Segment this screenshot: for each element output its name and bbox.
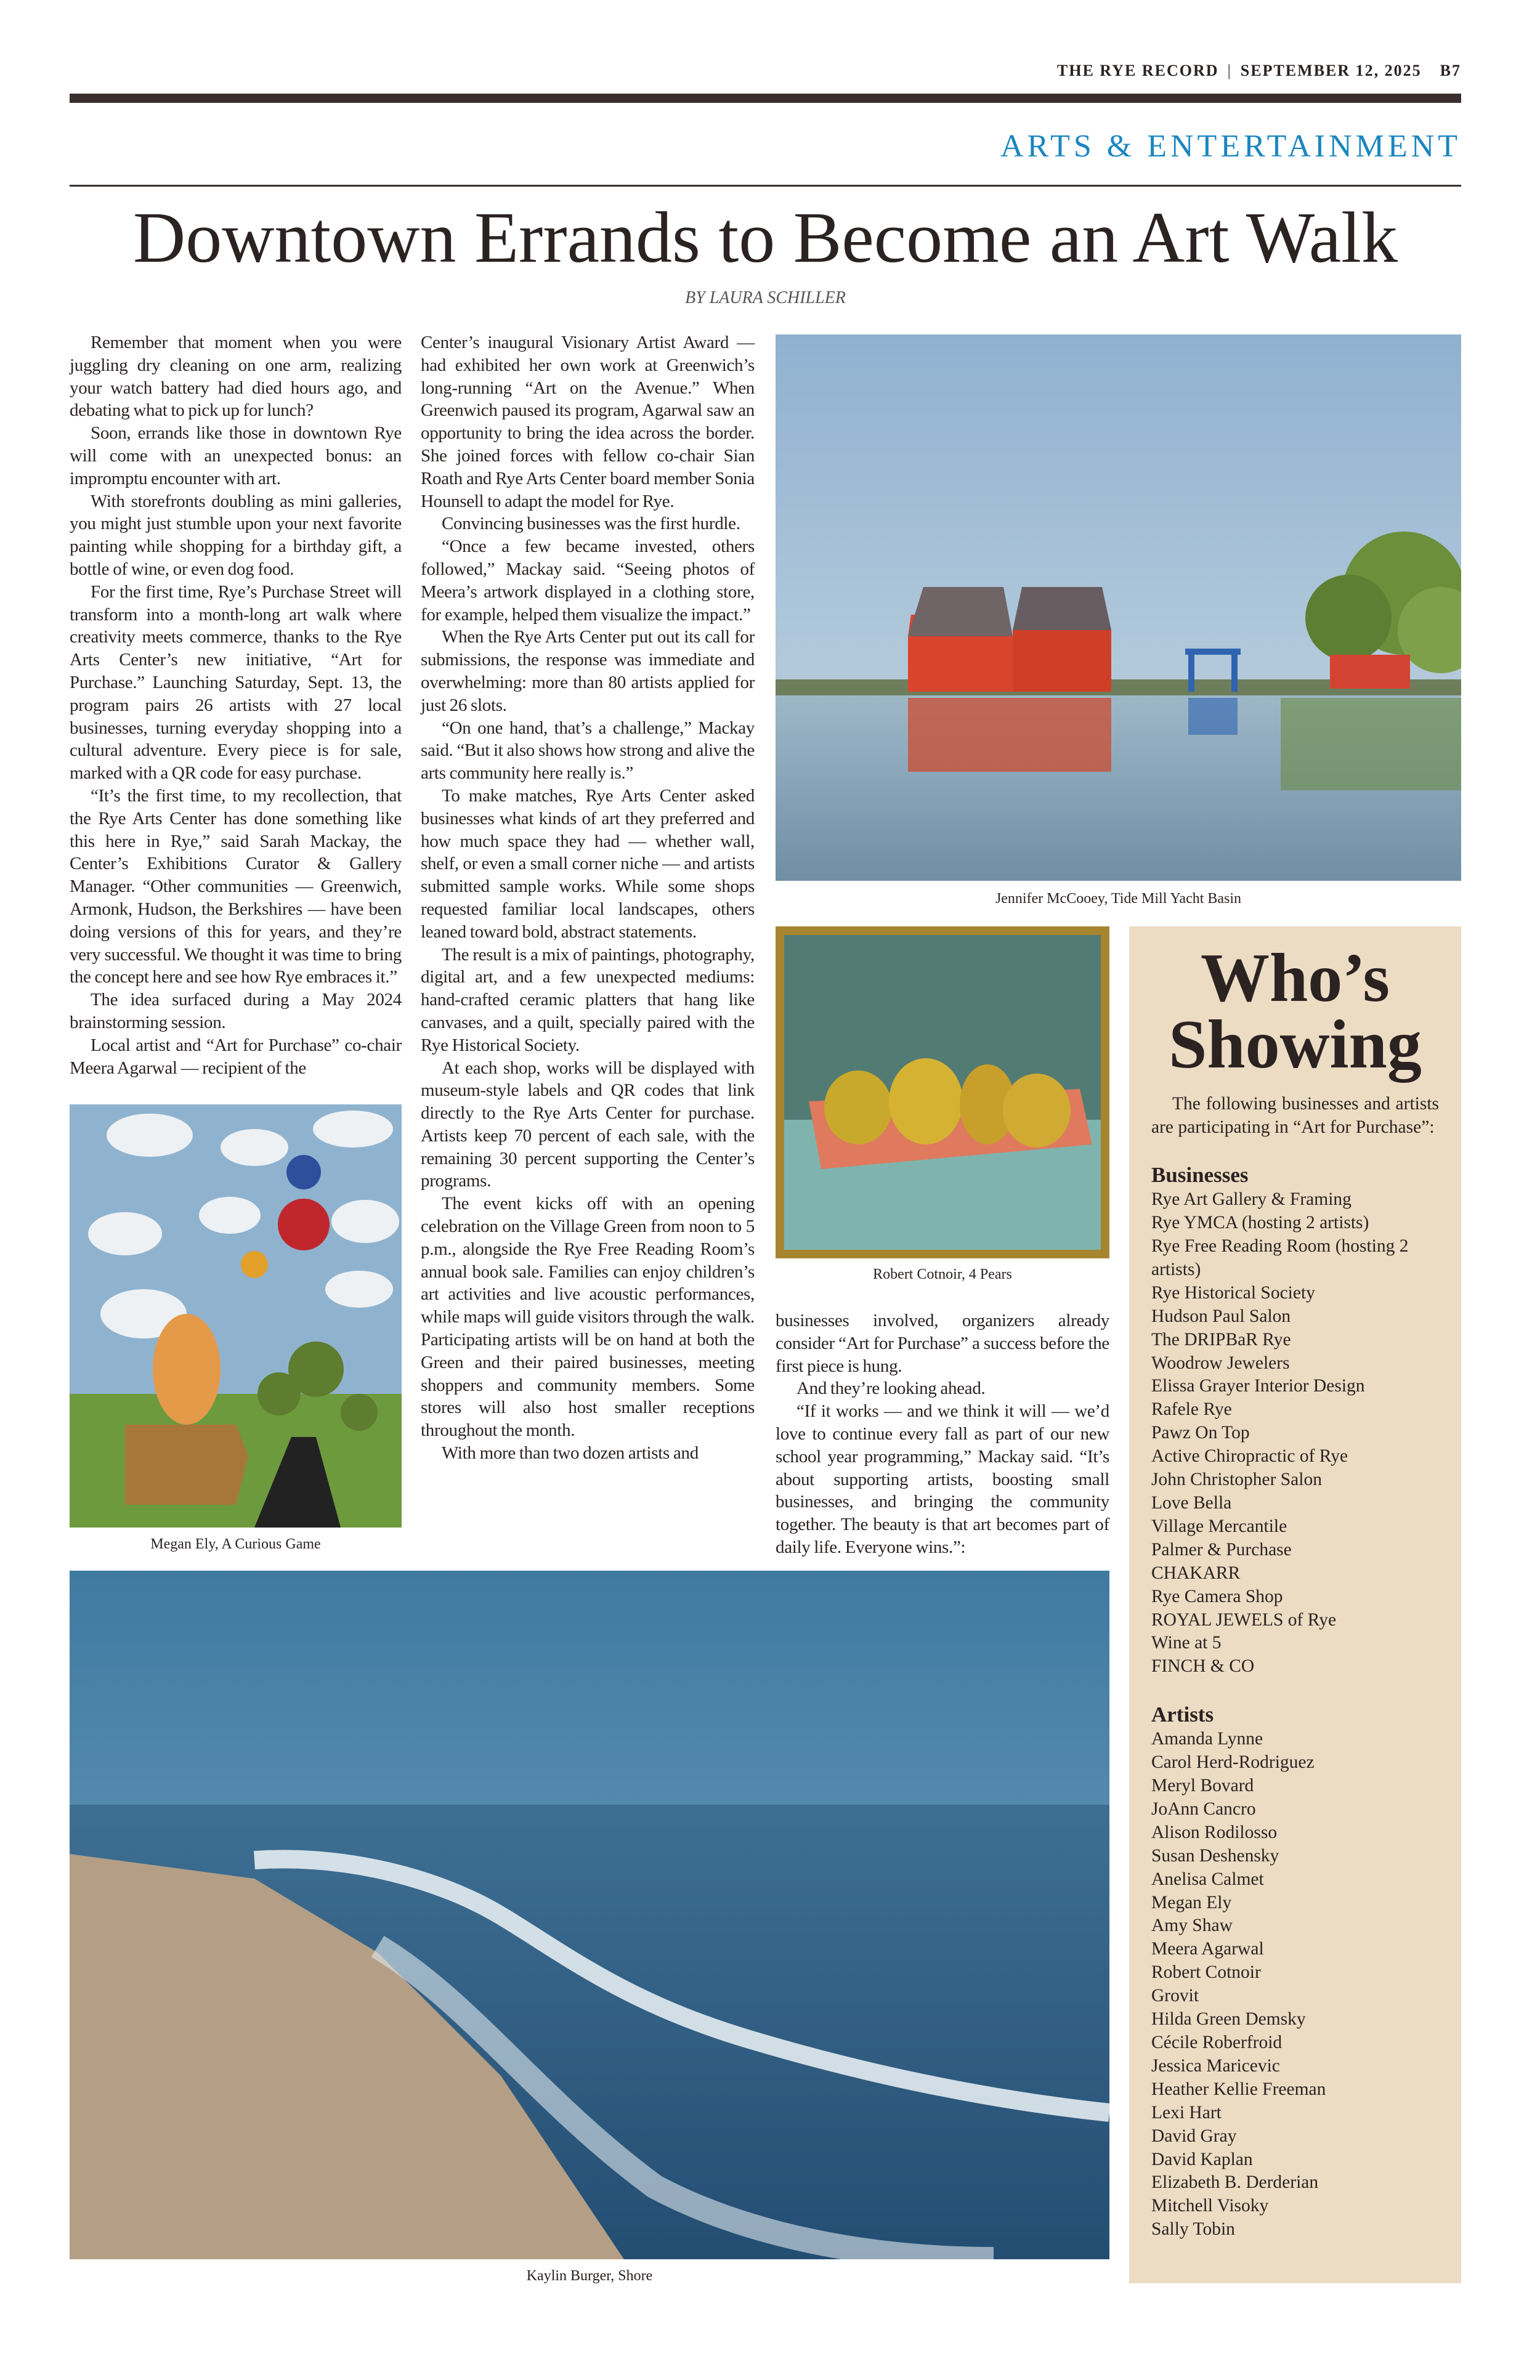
list-item: Wine at 5 xyxy=(1151,1633,1222,1653)
sidebar-intro: The following businesses and artists are participating in “Art for Purchase”: xyxy=(1151,1094,1439,1137)
list-item: Hilda Green Demsky xyxy=(1151,2009,1306,2030)
list-item: Carol Herd-Rodriguez xyxy=(1151,1752,1315,1773)
list-item: Mitchell Visoky xyxy=(1151,2196,1269,2216)
list-item: Love Bella xyxy=(1151,1492,1232,1513)
paragraph: “Once a few became invested, others followed,” Mackay said. “Seeing photos of Meera’s artwork displayed in a clothing store, for example, helped them visualize the impact.” xyxy=(421,536,755,625)
headline: Downtown Errands to Become an Art Walk xyxy=(133,197,1398,278)
list-item: David Kaplan xyxy=(1151,2149,1253,2169)
article-column-2 xyxy=(421,331,755,1465)
list-item: FINCH & CO xyxy=(1151,1656,1255,1677)
paragraph: For the first time, Rye’s Purchase Street will transform into a month-long art walk where creativity meets commerce, thanks to the Rye Arts Center’s new initiative, “Art for Purchase.” Launching Saturday, Sept. 13, the program pairs 26 artists with 27 local businesses, turning everyday shopping into a cultural adventure. Every piece is for sale, marked with a QR code for easy purchase. xyxy=(70,581,402,783)
list-item: Rye YMCA (hosting 2 artists) xyxy=(1151,1213,1369,1233)
list-item: Megan Ely xyxy=(1151,1892,1232,1912)
paragraph: And they’re looking ahead. xyxy=(796,1378,986,1399)
section-title: ARTS & ENTERTAINMENT xyxy=(1000,129,1461,164)
paragraph: When the Rye Arts Center put out its call for submissions, the response was immediate and overwhelming: more than 80 artists applied for just 26 slots. xyxy=(421,627,755,715)
list-item: Meera Agarwal xyxy=(1151,1939,1264,1959)
paragraph: Soon, errands like those in downtown Rye will come with an unexpected bonus: an impromptu encounter with art. xyxy=(70,423,402,488)
list-item: Rye Free Reading Room (hosting 2 artists) xyxy=(1151,1236,1409,1279)
list-item: Rye Art Gallery & Framing xyxy=(1151,1189,1352,1210)
masthead xyxy=(1057,62,1461,80)
list-item: Woodrow Jewelers xyxy=(1151,1353,1290,1373)
paragraph: Center’s inaugural Visionary Artist Award — had exhibited her own work at Greenwich’s long-running “Art on the Avenue.” When Greenwich paused its program, Agarwal saw an opportunity to bring the idea across the border. She joined forces with fellow co-chair Sian Roath and Rye Arts Center board member Sonia Hounsell to adapt the model for Rye. xyxy=(421,333,755,511)
list-item: Susan Deshensky xyxy=(1151,1845,1279,1866)
list-item: Village Mercantile xyxy=(1151,1516,1287,1536)
caption-curious-game: Megan Ely, A Curious Game xyxy=(150,1536,321,1552)
list-item: David Gray xyxy=(1151,2126,1237,2146)
issue-date: SEPTEMBER 12, 2025 xyxy=(1240,62,1422,79)
sidebar-title-line: Showing xyxy=(1169,1006,1422,1083)
list-item: Rye Historical Society xyxy=(1151,1282,1315,1303)
shore-painting xyxy=(70,1571,1109,2259)
paragraph: Convincing businesses was the first hurdle. xyxy=(442,514,740,534)
list-item: John Christopher Salon xyxy=(1151,1470,1322,1490)
paragraph: The idea surfaced during a May 2024 brainstorming session. xyxy=(70,990,402,1032)
artists-list xyxy=(1151,1728,1439,2241)
list-item: Lexi Hart xyxy=(1151,2102,1222,2123)
tide-mill-painting xyxy=(776,334,1461,881)
list-item: Pawz On Top xyxy=(1151,1423,1250,1443)
paragraph: The result is a mix of paintings, photography, digital art, and a few unexpected mediums: hand-crafted ceramic platters that hang like canvases, and a quilt, specially paired with the Rye Historical Society. xyxy=(421,944,755,1055)
list-item: Heather Kellie Freeman xyxy=(1151,2079,1326,2099)
list-item: Amy Shaw xyxy=(1151,1916,1233,1936)
list-item: Hudson Paul Salon xyxy=(1151,1306,1291,1326)
paragraph: Remember that moment when you were juggling dry cleaning on one arm, realizing your watch battery had died hours ago, and debating what to pick up for lunch? xyxy=(70,333,402,421)
paragraph: The event kicks off with an opening celebration on the Village Green from noon to 5 p.m., alongside the Rye Free Reading Room’s annual book sale. Families can enjoy children’s art activities and live acoustic performances, while maps will guide visitors through the walk. Participating artists will be on hand at both the Green and their paired businesses, meeting shoppers and community members. Some stores will also host smaller receptions throughout the month. xyxy=(421,1194,755,1441)
whos-showing-sidebar xyxy=(1129,926,1461,2283)
paragraph: “It’s the first time, to my recollection, that the Rye Arts Center has done something like this here in Rye,” said Sarah Mackay, the Center’s Exhibitions Curator & Gallery Manager. “Other communities — Greenwich, Armonk, Hudson, the Berkshires — have been doing versions of this for years, and they’re very successful. We thought it was time to bring the concept here and see how Rye embraces it.” xyxy=(70,785,402,987)
list-item: Rye Camera Shop xyxy=(1151,1586,1283,1606)
list-item: JoAnn Cancro xyxy=(1151,1799,1256,1819)
paragraph: With more than two dozen artists and xyxy=(442,1443,699,1463)
paragraph: To make matches, Rye Arts Center asked businesses what kinds of art they preferred and how much space they had — whether wall, shelf, or even a small corner niche — and artists submitted sample works. While some shops requested familiar local landscapes, others leaned toward bold, abstract statements. xyxy=(421,785,755,942)
curious-game-painting xyxy=(70,1104,402,1528)
list-item: Grovit xyxy=(1151,1986,1199,2006)
list-item: Elizabeth B. Derderian xyxy=(1151,2172,1319,2193)
paper-name: THE RYE RECORD xyxy=(1057,62,1219,79)
list-item: Sally Tobin xyxy=(1151,2219,1235,2240)
list-item: Palmer & Purchase xyxy=(1151,1539,1292,1560)
page-number: B7 xyxy=(1440,62,1461,79)
caption-tide-mill: Jennifer McCooey, Tide Mill Yacht Basin xyxy=(995,891,1242,907)
list-item: Cécile Roberfroid xyxy=(1151,2033,1283,2052)
list-item: Jessica Maricevic xyxy=(1151,2055,1280,2076)
article-column-1 xyxy=(70,331,402,1079)
sidebar-title-line: Who’s xyxy=(1200,940,1390,1016)
paragraph: “If it works — and we think it will — we’d love to continue every fall as part of our new school year programming,” Mackay said. “It’s about supporting artists, boosting small businesses, and bringing the community together. The beauty is that art becomes part of daily life. Everyone wins.”: xyxy=(776,1401,1109,1557)
artists-heading: Artists xyxy=(1151,1702,1214,1727)
list-item: The DRIPBaR Rye xyxy=(1151,1329,1291,1350)
header-bar xyxy=(70,94,1461,103)
paragraph: businesses involved, organizers already consider “Art for Purchase” a success before the first piece is hung. xyxy=(776,1311,1109,1376)
list-item: Alison Rodilosso xyxy=(1151,1822,1278,1842)
pears-painting xyxy=(776,926,1109,1258)
section-rule xyxy=(70,185,1461,187)
caption-shore: Kaylin Burger, Shore xyxy=(526,2268,653,2284)
paragraph: With storefronts doubling as mini galleries, you might just stumble upon your next favorite painting while shopping for a birthday gift, a bottle of wine, or even dog food. xyxy=(70,491,402,579)
list-item: Active Chiropractic of Rye xyxy=(1151,1446,1348,1467)
list-item: Rafele Rye xyxy=(1151,1399,1232,1420)
list-item: CHAKARR xyxy=(1151,1563,1241,1583)
list-item: Robert Cotnoir xyxy=(1151,1962,1261,1983)
list-item: Anelisa Calmet xyxy=(1151,1869,1264,1889)
businesses-heading: Businesses xyxy=(1151,1163,1249,1188)
paragraph: “On one hand, that’s a challenge,” Mackay said. “But it also shows how strong and alive the arts community here really is.” xyxy=(421,718,755,783)
paragraph: Local artist and “Art for Purchase” co-chair Meera Agarwal — recipient of the xyxy=(70,1035,402,1078)
paragraph: At each shop, works will be displayed with museum-style labels and QR codes that link directly to the Rye Arts Center for purchase. Artists keep 70 percent of each sale, with the remaining 30 percent supporting the Center’s programs. xyxy=(421,1058,755,1191)
list-item: ROYAL JEWELS of Rye xyxy=(1151,1609,1337,1630)
caption-pears: Robert Cotnoir, 4 Pears xyxy=(873,1266,1012,1282)
sidebar-title xyxy=(1151,940,1439,1083)
byline: BY LAURA SCHILLER xyxy=(685,288,846,307)
businesses-list xyxy=(1151,1188,1439,1678)
list-item: Elissa Grayer Interior Design xyxy=(1151,1376,1365,1396)
list-item: Meryl Bovard xyxy=(1151,1776,1254,1796)
article-column-3 xyxy=(776,1309,1109,1559)
separator: | xyxy=(1227,62,1232,79)
list-item: Amanda Lynne xyxy=(1151,1729,1263,1749)
